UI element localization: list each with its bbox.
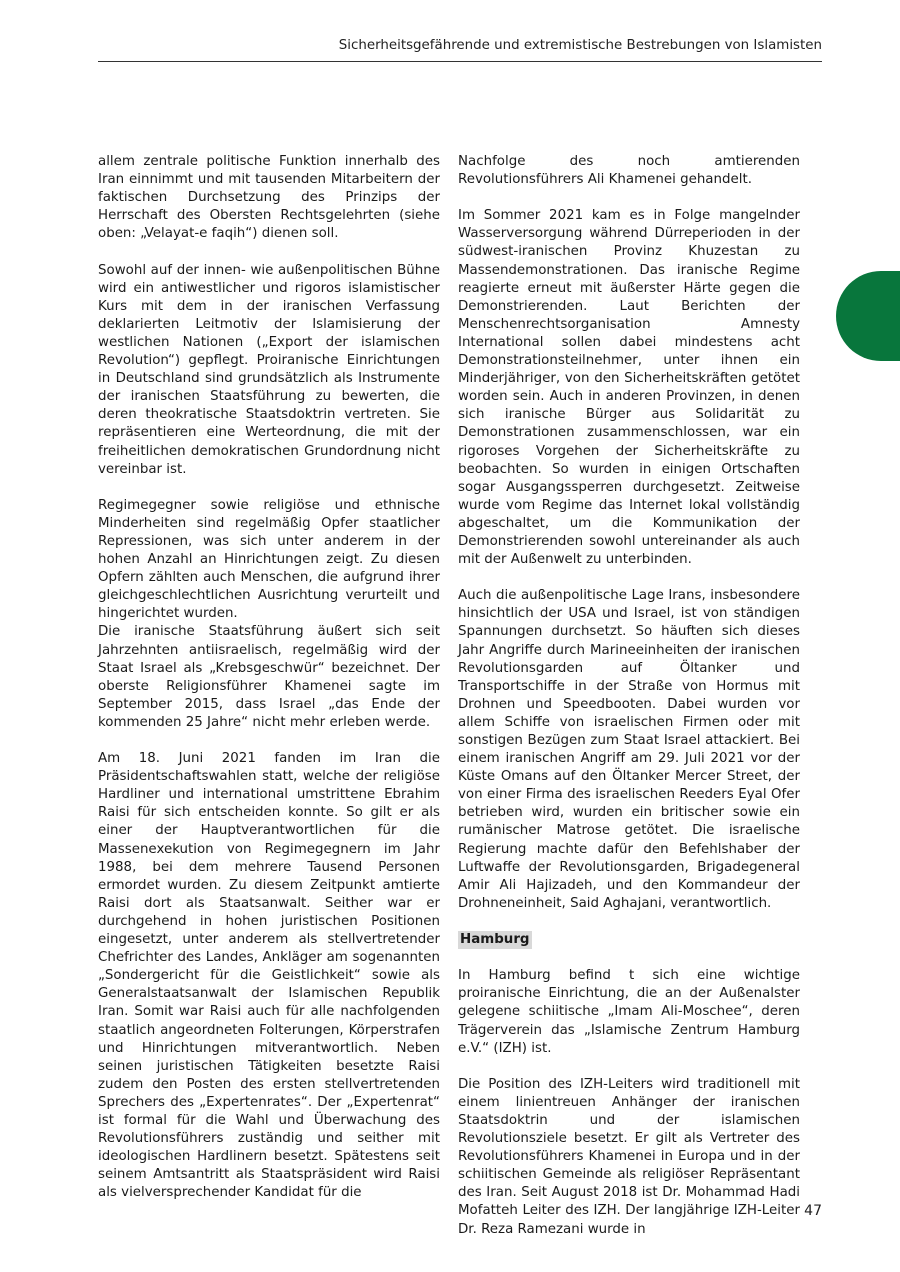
paragraph-khuzestan-protests: Im Sommer 2021 kam es in Folge mangelnder Wasserversorgung während Dürreperioden in der südwest-iranischen Provinz Khuzestan zu Massendemonstrationen. Das iranische Regime reagierte erneut mit äußerster Härte gegen die Demonstrierenden. Laut Berichten der Menschenrechtsorganisation Amnesty International sollen dabei mindestens acht Demonstrationsteilnehmer, unter ihnen ein Minderjähriger, von den Sicherheitskräften getötet worden sein. Auch in anderen Provinzen, in denen sich iranische Bürger aus Solidarität zu Demonstrationen zusammenschlossen, war ein rigoroses Vorgehen der Sicherheitskräfte zu beobachten. So wurden in einigen Ortschaften sogar Ausgangssperren durchgesetzt. Zeitweise wurde vom Regime das Internet lokal vollständig abgeschaltet, um die Kommunikation der Demonstrierenden sowohl untereinander als auch mit der Außenwelt zu unterbinden. [458,208,800,568]
paragraph-raisi-election: Am 18. Juni 2021 fanden im Iran die Präsidentschaftswahlen statt, welche der religiöse Hardliner und international umstrittene Ebrahim Raisi für sich entscheiden konnte. So gilt er als einer der Hauptverantwortlichen für die Massenexekution von Regimegegnern im Jahr 1988, bei dem mehrere Tausend Personen ermordet wurden. Zu diesem Zeitpunkt amtierte Raisi dort als Staatsanwalt. Seither war er durchgehend in hohen juristischen Positionen eingesetzt, unter anderem als stellvertretender Chefrichter des Landes, Ankläger am sogenannten „Sondergericht für die Geistlichkeit“ sowie als Generalstaatsanwalt der Islamischen Republik Iran. Somit war Raisi auch für alle nachfolgenden staatlich angeordneten Folterungen, Körperstrafen und Hinrichtungen mitverantwortlich. Neben seinen juristischen Tätigkeiten besetzte Raisi zudem den Posten des ersten stellvertretenden Sprechers des „Expertenrates“. Der „Expertenrat“ ist formal für die Wahl und Überwachung des Revolutionsführers zuständig und seither mit ideologischen Hardlinern besetzt. Spätestens seit seinem Amtsantritt als Staatspräsident wird Raisi als vielversprechender Kandidat für die [98,751,440,1201]
chapter-marker-tab [836,271,900,361]
right-column [458,153,800,1239]
paragraph-repression: Regimegegner sowie religiöse und ethnische Minderheiten sind regelmäßig Opfer staatlicher Repressionen, was sich unter anderem in der hohen Anzahl an Hinrichtungen zeigt. Zu diesen Opfern zählten auch Menschen, die aufgrund ihrer gleichgeschlechtlichen Ausrichtung verurteilt und hingerichtet wurden. [98,497,440,622]
paragraph-khamenei-succession: Nachfolge des noch amtierenden Revolutionsführers Ali Khamenei gehandelt. [458,154,800,188]
page-number: 47 [804,1203,822,1219]
section-heading-hamburg [458,931,800,967]
paragraph-velayat-e-faqih: allem zentrale politische Funktion innerhalb des Iran einnimmt und mit tausenden Mitarbeitern der faktischen Durchsetzung des Prinzips der Herrschaft des Obersten Rechtsgelehrten (siehe oben: „Velayat-e faqih“) dienen soll. [98,154,440,242]
paragraph-anti-israel: Die iranische Staatsführung äußert sich seit Jahrzehnten antiisraelisch, regelmäßig wird der Staat Israel als „Krebsgeschwür“ bezeichnet. Der oberste Religionsführer Khamenei sagte im September 2015, dass Israel „das Ende der kommenden 25 Jahre“ nicht mehr erleben werde. [98,624,440,730]
running-head-title: Sicherheitsgefährende und extremistische Bestrebungen von Islamisten [338,38,822,53]
paragraph-foreign-policy: Auch die außenpolitische Lage Irans, insbesondere hinsichtlich der USA und Israel, ist von ständigen Spannungen durchsetzt. So häuften sich dieses Jahr Angriffe durch Marineeinheiten der iranischen Revolutionsgarden auf Öltanker und Transportschiffe in der Straße von Hormus mit Drohnen und Speedbooten. Dabei wurden vor allem Schiffe von israelischen Firmen oder mit sonstigen Bezügen zum Staat Israel attackiert. Bei einem iranischen Angriff am 29. Juli 2021 vor der Küste Omans auf den Öltanker Mercer Street, der von einer Firma des israelischen Reeders Eyal Ofer betrieben wird, wurden ein britischer sowie ein rumänischer Matrose getötet. Die israelische Regierung machte dafür den Befehlshaber der Luftwaffe der Revolutionsgarden, Brigadegeneral Amir Ali Hajizadeh, und den Kommandeur der Drohneneinheit, Said Aghajani, verantwortlich. [458,588,800,911]
left-column [98,153,440,1202]
header-divider [98,61,822,62]
section-heading-label: Hamburg [458,931,532,949]
paragraph-islamist-course: Sowohl auf der innen- wie außenpolitischen Bühne wird ein antiwestlicher und rigoros islamistischer Kurs mit dem in der iranischen Verfassung deklarierten Leitmotiv der Islamisierung der westlichen Nationen („Export der islamischen Revolution“) gepflegt. Proiranische Einrichtungen in Deutschland sind grundsätzlich als Instrumente der iranischen Staatsführung zu bewerten, die deren theokratische Staatsdoktrin vertreten. Sie repräsentieren eine Werteordnung, die mit der freiheitlichen demokratischen Grundordnung nicht vereinbar ist. [98,262,440,477]
paragraph-izh-leadership: Die Position des IZH-Leiters wird traditionell mit einem linientreuen Anhänger der iranischen Staatsdoktrin und der islamischen Revolutionsziele besetzt. Er gilt als Vertreter des Revolutionsführers Khamenei in Europa und in der schiitischen Gemeinde als religiöser Repräsentant des Iran. Seit August 2018 ist Dr. Mohammad Hadi Mofatteh Leiter des IZH. Der langjährige IZH-Leiter Dr. Reza Ramezani wurde in [458,1076,800,1237]
paragraph-izh-intro: In Hamburg befind t sich eine wichtige proiranische Einrichtung, die an der Außenalster gelegene schiitische „Imam Ali-Moschee“, deren Trägerverein das „Islamische Zentrum Hamburg e.V.“ (IZH) ist. [458,968,800,1056]
